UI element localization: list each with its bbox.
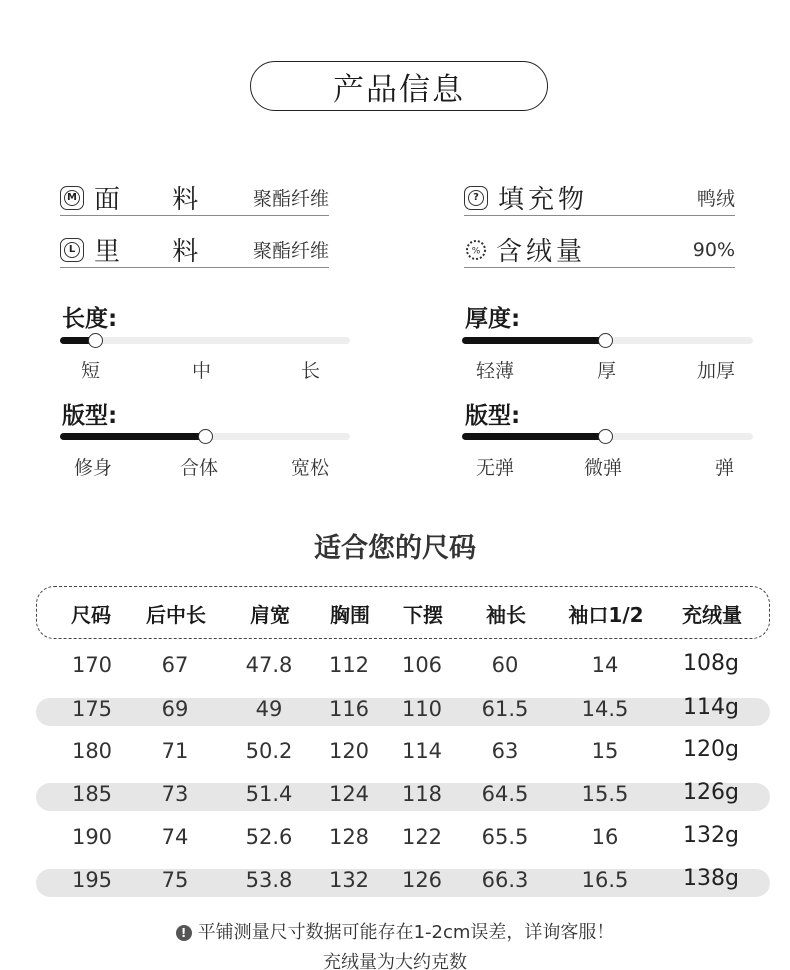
cell-back-length: 71 <box>161 739 189 763</box>
elasticity-slider-knob <box>598 429 613 444</box>
cell-cuff: 15.5 <box>581 782 629 806</box>
thickness-option-thick: 厚 <box>597 360 617 382</box>
down-content-value: 90% <box>692 238 735 261</box>
header-sleeve-length: 袖长 <box>486 603 526 627</box>
elasticity-option-stretch: 弹 <box>715 457 735 479</box>
cell-chest: 128 <box>328 825 370 849</box>
fit-slider-knob <box>198 429 213 444</box>
down-percent-icon <box>464 238 488 262</box>
length-option-short: 短 <box>81 360 101 382</box>
warning-icon: ! <box>176 925 192 941</box>
filling-value: 鸭绒 <box>696 188 735 210</box>
header-cuff: 袖口1/2 <box>568 603 644 627</box>
cell-shoulder: 49 <box>255 697 283 721</box>
header-chest: 胸围 <box>330 603 370 627</box>
header-down-weight: 充绒量 <box>682 603 742 627</box>
cell-cuff: 16 <box>591 825 619 849</box>
lining-value: 聚酯纤维 <box>252 240 329 262</box>
cell-back-length: 75 <box>161 868 189 892</box>
cell-chest: 124 <box>328 782 370 806</box>
cell-down-weight: 114g <box>683 695 739 720</box>
measurement-note-text: 平铺测量尺寸数据可能存在1-2cm误差，详询客服！ <box>197 922 615 943</box>
length-option-long: 长 <box>301 360 321 382</box>
size-section-title: 适合您的尺码 <box>314 533 476 564</box>
cell-size: 175 <box>71 697 113 721</box>
cell-cuff: 16.5 <box>581 868 629 892</box>
thickness-option-light: 轻薄 <box>476 360 515 382</box>
elasticity-slider-title: 版型: <box>465 403 521 429</box>
cell-back-length: 67 <box>161 653 189 677</box>
thickness-slider-title: 厚度: <box>465 306 521 332</box>
cell-hem: 118 <box>401 782 443 806</box>
measurement-note <box>0 918 790 944</box>
cell-sleeve-length: 60 <box>491 653 519 677</box>
cell-back-length: 73 <box>161 782 189 806</box>
cell-sleeve-length: 66.3 <box>481 868 529 892</box>
cell-back-length: 74 <box>161 825 189 849</box>
cell-shoulder: 52.6 <box>245 825 293 849</box>
thickness-slider-knob <box>598 333 613 348</box>
cell-hem: 110 <box>401 697 443 721</box>
cell-sleeve-length: 63 <box>491 739 519 763</box>
elasticity-option-slight: 微弹 <box>584 457 623 479</box>
cell-sleeve-length: 61.5 <box>481 697 529 721</box>
header-size: 尺码 <box>71 603 111 627</box>
fit-option-regular: 合体 <box>180 457 219 479</box>
fabric-value: 聚酯纤维 <box>252 188 329 210</box>
thickness-slider-track <box>462 337 753 344</box>
elasticity-slider-fill <box>462 433 605 440</box>
cell-down-weight: 138g <box>683 866 739 891</box>
cell-chest: 116 <box>328 697 370 721</box>
thickness-slider-fill <box>462 337 605 344</box>
down-weight-note: 充绒量为大约克数 <box>323 952 467 970</box>
fabric-label: 面 料 <box>94 185 221 215</box>
down-content-label: 含绒量 <box>496 237 587 267</box>
elasticity-slider-track <box>462 433 753 440</box>
cell-chest: 120 <box>328 739 370 763</box>
elasticity-option-none: 无弹 <box>476 457 515 479</box>
cell-cuff: 15 <box>591 739 619 763</box>
cell-chest: 112 <box>328 653 370 677</box>
fit-option-slim: 修身 <box>74 457 113 479</box>
header-shoulder: 肩宽 <box>250 603 290 627</box>
svg-text:%: % <box>471 246 481 256</box>
cell-shoulder: 53.8 <box>245 868 293 892</box>
cell-size: 190 <box>71 825 113 849</box>
filling-question-icon: ? <box>464 186 488 210</box>
cell-shoulder: 47.8 <box>245 653 293 677</box>
cell-back-length: 69 <box>161 697 189 721</box>
cell-hem: 114 <box>401 739 443 763</box>
cell-hem: 106 <box>401 653 443 677</box>
cell-shoulder: 51.4 <box>245 782 293 806</box>
cell-size: 170 <box>71 653 113 677</box>
cell-cuff: 14.5 <box>581 697 629 721</box>
cell-chest: 132 <box>328 868 370 892</box>
cell-down-weight: 108g <box>683 651 739 676</box>
info-row-filling <box>464 180 735 216</box>
info-row-lining <box>60 232 329 268</box>
filling-label: 填充物 <box>498 185 589 215</box>
cell-sleeve-length: 64.5 <box>481 782 529 806</box>
fit-slider-track <box>60 433 350 440</box>
fit-slider-title: 版型: <box>62 403 118 429</box>
cell-down-weight: 126g <box>683 780 739 805</box>
cell-size: 185 <box>71 782 113 806</box>
fit-option-loose: 宽松 <box>291 457 330 479</box>
cell-hem: 122 <box>401 825 443 849</box>
length-slider-track <box>60 337 350 344</box>
info-row-down-content <box>464 232 735 268</box>
cell-hem: 126 <box>401 868 443 892</box>
fit-slider-fill <box>60 433 205 440</box>
length-option-mid: 中 <box>192 360 212 382</box>
cell-sleeve-length: 65.5 <box>481 825 529 849</box>
cell-down-weight: 132g <box>683 823 739 848</box>
cell-shoulder: 50.2 <box>245 739 293 763</box>
fabric-m-icon: M <box>60 186 84 210</box>
header-back-length: 后中长 <box>146 603 206 627</box>
cell-cuff: 14 <box>591 653 619 677</box>
cell-size: 180 <box>71 739 113 763</box>
thickness-option-extra-thick: 加厚 <box>697 360 736 382</box>
page-title: 产品信息 <box>250 61 548 111</box>
lining-label: 里 料 <box>94 237 221 267</box>
cell-size: 195 <box>71 868 113 892</box>
length-slider-knob <box>88 333 103 348</box>
header-hem: 下摆 <box>403 603 443 627</box>
info-row-fabric <box>60 180 329 216</box>
length-slider-title: 长度: <box>62 306 118 332</box>
size-table-header <box>36 586 770 639</box>
lining-l-icon: L <box>60 238 84 262</box>
cell-down-weight: 120g <box>683 737 739 762</box>
